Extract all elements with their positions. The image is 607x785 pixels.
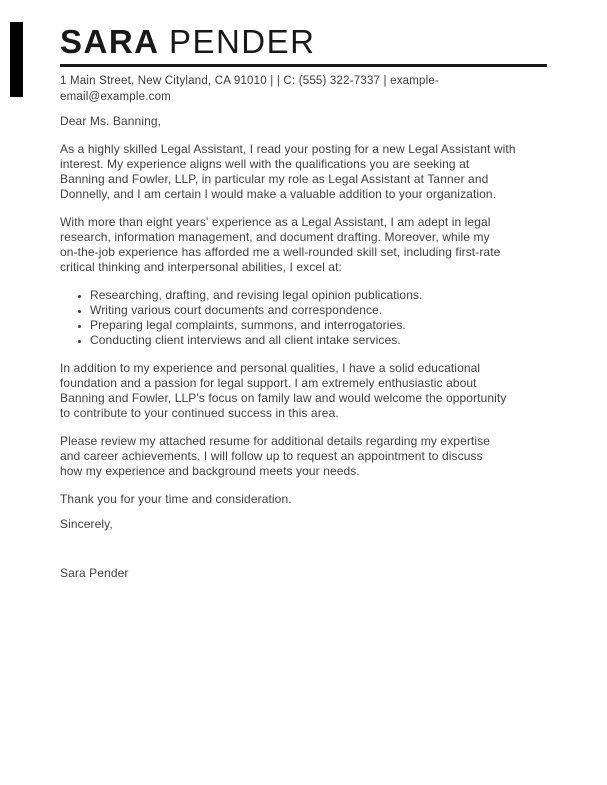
salutation: Dear Ms. Banning, <box>60 114 162 128</box>
paragraph-line: to contribute to your continued success in this area. <box>60 406 339 420</box>
paragraph-line: Banning and Fowler, LLP's focus on family law and would welcome the opportunity <box>60 391 507 405</box>
closing-line: Sincerely, <box>60 517 113 531</box>
accent-bar <box>10 22 23 97</box>
paragraph <box>60 215 547 275</box>
letter-content <box>60 0 547 581</box>
paragraph-line: and career achievements. I will follow up to request an appointment to discuss <box>60 449 483 463</box>
paragraph-line: on-the-job experience has afforded me a well-rounded skill set, including first-rate <box>60 245 501 259</box>
paragraph-line: As a highly skilled Legal Assistant, I read your posting for a new Legal Assistant with <box>60 142 516 156</box>
paragraph-line: research, information management, and document drafting. Moreover, while my <box>60 230 490 244</box>
contact-line-2: email@example.com <box>60 91 171 103</box>
paragraph-line: how my experience and background meets your needs. <box>60 464 360 478</box>
paragraph <box>60 434 547 479</box>
bullet-item: • Writing various court documents and correspondence. <box>90 303 547 318</box>
thanks-line: Thank you for your time and consideration. <box>60 492 292 506</box>
paragraph-line: Banning and Fowler, LLP, in particular my role as Legal Assistant at Tanner and <box>60 172 489 186</box>
signature-name: Sara Pender <box>60 566 129 580</box>
paragraph <box>60 142 547 202</box>
paragraph-line: foundation and a passion for legal support. I am extremely enthusiastic about <box>60 376 477 390</box>
paragraph-line: interest. My experience aligns well with the qualifications you are seeking at <box>60 157 470 171</box>
page-title <box>60 0 547 60</box>
contact-line-1: 1 Main Street, New Cityland, CA 91010 | | C: (555) 322-7337 | example- <box>60 75 440 87</box>
bullet-item: • Researching, drafting, and revising legal opinion publications. <box>90 288 547 303</box>
bullet-item: • Preparing legal complaints, summons, and interrogatories. <box>90 318 547 333</box>
paragraph-line: Donnelly, and I am certain I would make a valuable addition to your organization. <box>60 187 497 201</box>
paragraph <box>60 361 547 421</box>
first-name: SARA <box>60 23 159 60</box>
paragraph-line: In addition to my experience and personal qualities, I have a solid educational <box>60 361 481 375</box>
last-name: PENDER <box>168 23 316 60</box>
letter-paragraphs <box>60 142 547 479</box>
contact-info <box>60 73 547 105</box>
paragraph-line: With more than eight years' experience as a Legal Assistant, I am adept in legal <box>60 215 491 229</box>
paragraph-line: Please review my attached resume for additional details regarding my expertise <box>60 434 491 448</box>
bullet-list <box>60 288 547 348</box>
letter-body <box>60 114 547 581</box>
paragraph-line: critical thinking and interpersonal abilities, I excel at: <box>60 260 342 274</box>
header-divider <box>60 64 547 67</box>
bullet-item: • Conducting client interviews and all client intake services. <box>90 333 547 348</box>
